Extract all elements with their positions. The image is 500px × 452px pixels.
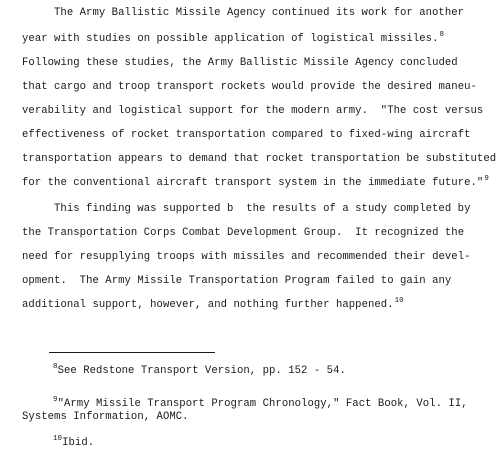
footnote-ref-10: 10 [394,297,404,305]
footnote-text: "Army Missile Transport Program Chronology," Fact Book, Vol. II, [57,398,468,410]
body-line-12: opment. The Army Missile Transportation Program failed to gain any [22,275,452,287]
body-line-5: verability and logistical support for the modern army. "The cost versus [22,105,484,117]
body-line-13: additional support, however, and nothing further happened.$^{10}$ [22,297,404,311]
body-line-8: for the conventional aircraft transport system in the immediate future."$^9$ [22,175,489,189]
body-line-6: effectiveness of rocket transportation compared to fixed-wing aircraft [22,129,471,141]
footnote-ref-9: 9 [484,175,489,183]
footnote-text: Ibid. [62,437,95,449]
body-line-1: The Army Ballistic Missile Agency continued its work for another [54,7,465,19]
body-line-10: the Transportation Corps Combat Development Group. It recognized the [22,227,465,239]
footnote-number: 10 [53,435,63,443]
footnote-9-continued [22,411,189,423]
body-line-7: transportation appears to demand that rocket transportation be substituted [22,153,497,165]
footnote-10 [53,437,94,450]
body-line-2: year with studies on possible application of logistical missiles.$^8$ [22,31,445,45]
footnote-text: Systems Information, AOMC. [22,411,189,423]
body-line-4: that cargo and troop transport rockets would provide the desired maneu- [22,81,477,93]
footnote-separator [49,352,215,353]
footnote-number: 8 [53,363,58,371]
body-line-11: need for resupplying troops with missiles and recommended their devel- [22,251,471,263]
footnote-number: 9 [53,396,58,404]
footnote-9 [53,398,468,411]
body-line-3: Following these studies, the Army Ballistic Missile Agency concluded [22,57,458,69]
footnote-ref-8: 8 [439,31,445,39]
body-line-9: This finding was supported b the results of a study completed by [54,203,471,215]
footnote-text: See Redstone Transport Version, pp. 152 - 54. [57,365,346,377]
footnote-8 [53,365,346,378]
